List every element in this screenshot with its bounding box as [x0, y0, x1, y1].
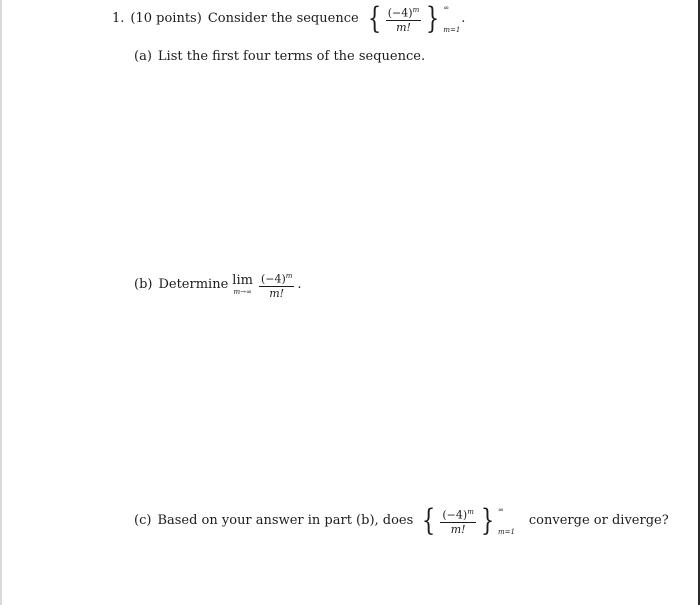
limit-exponent: m: [285, 272, 293, 280]
sequence-upper-c: ∞: [497, 506, 504, 514]
problem-intro: Consider the sequence: [207, 11, 359, 26]
part-a: [134, 49, 425, 65]
sequence-fraction: [386, 4, 421, 34]
part-c: [134, 503, 669, 538]
lim-text: lim: [232, 272, 253, 288]
sequence-numerator-c: (−4): [442, 508, 468, 522]
part-b-label: (b): [134, 276, 153, 292]
part-c-label: (c): [134, 513, 152, 528]
problem-points: (10 points): [130, 11, 202, 26]
sequence-upper: ∞: [443, 4, 450, 12]
part-a-text: List the first four terms of the sequence.: [157, 49, 426, 64]
sequence-denominator-c: m!: [450, 522, 466, 536]
sequence-lower-c: m=1: [497, 528, 515, 536]
right-brace: }: [426, 1, 440, 36]
limit-denominator: m!: [269, 286, 285, 300]
sequence-index: [443, 4, 460, 34]
left-brace: {: [367, 1, 381, 36]
sequence-exponent-c: m: [467, 508, 474, 517]
part-c-text-before: Based on your answer in part (b), does: [157, 513, 414, 528]
page-edge-left: [0, 0, 2, 605]
part-b: (b) Determine lim m→∞ $\frac{(-4)^m}{m!}$ .: [134, 272, 302, 300]
sequence-exponent: m: [412, 6, 420, 15]
right-brace-c: }: [480, 503, 495, 538]
sequence-numerator: (−4): [387, 6, 413, 20]
sequence-lower: m=1: [443, 26, 461, 34]
limit-numerator: (−4): [260, 272, 286, 286]
part-c-text-after: converge or diverge?: [528, 513, 669, 528]
limit-fraction: [259, 270, 294, 300]
sequence-fraction-c: [440, 506, 475, 536]
sequence-denominator: m!: [396, 20, 411, 34]
limit-operator: [232, 274, 253, 296]
lim-subscript: m→∞: [233, 287, 252, 296]
part-b-text: Determine: [158, 276, 229, 292]
sequence-index-c: [498, 506, 515, 536]
left-brace-c: {: [422, 503, 436, 538]
problem-number: 1.: [112, 11, 125, 26]
part-a-label: (a): [134, 49, 152, 64]
problem-statement: 1. (10 points) Consider the sequence { $\frac{(-4)^m}{m!}$ } ∞ m=1 .: [112, 1, 466, 36]
